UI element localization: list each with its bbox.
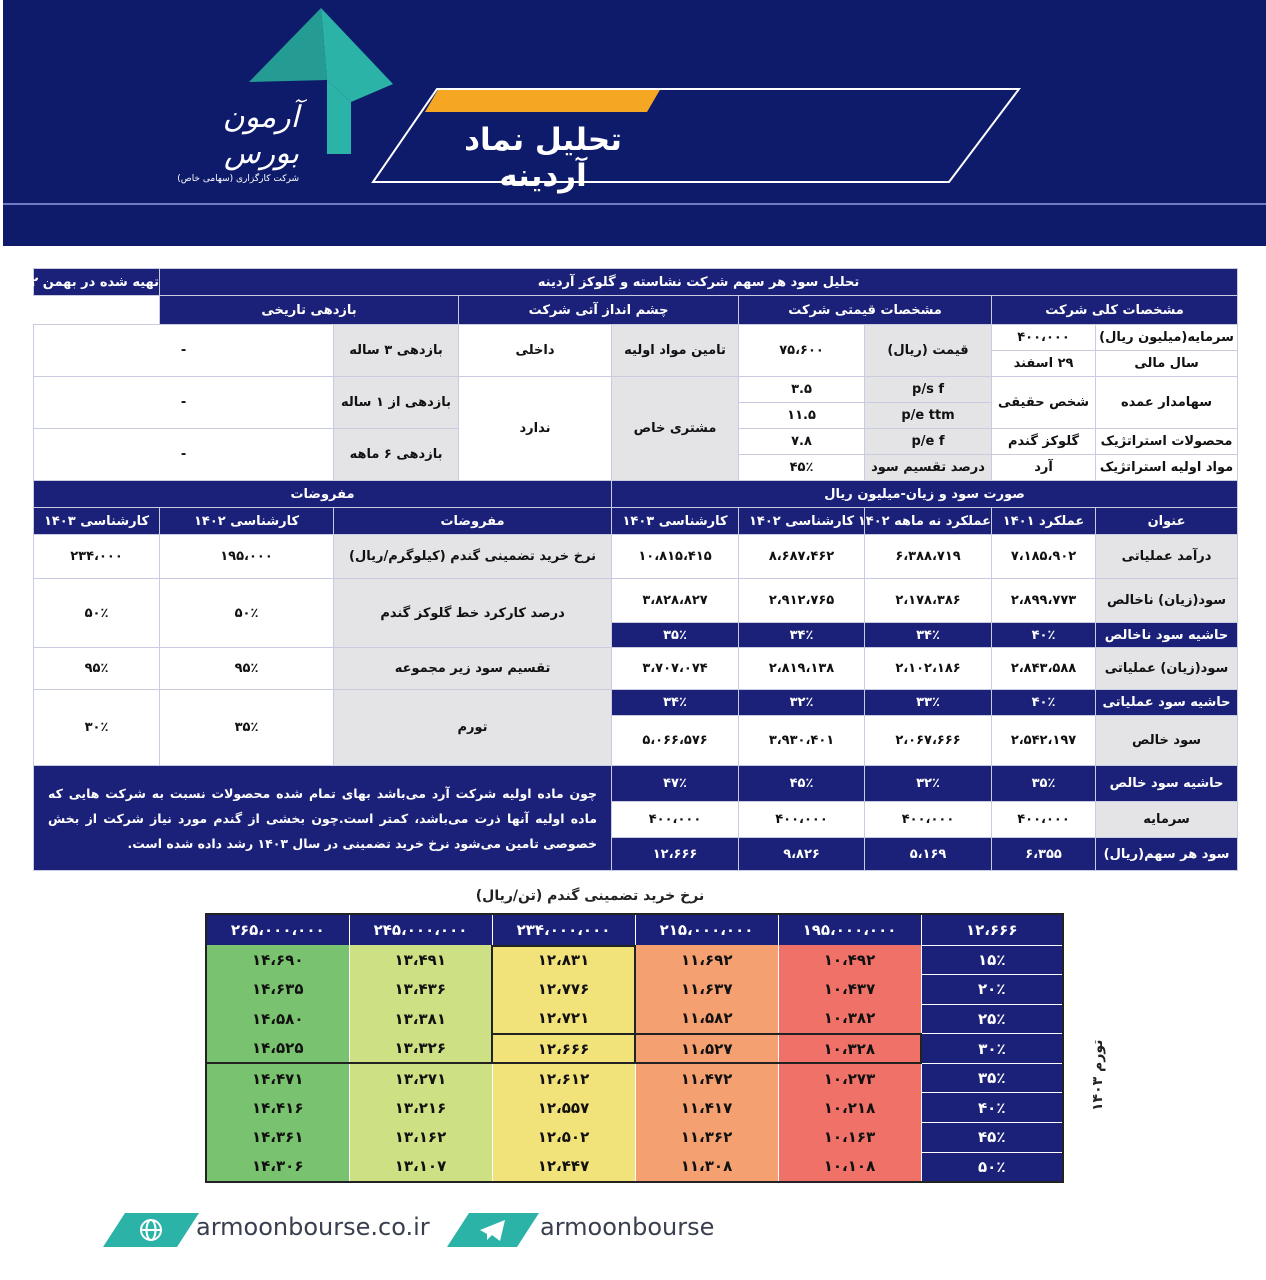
assumption-label: تقسیم سود زیر مجموعه [334, 648, 612, 690]
income-value: ۴۰۰،۰۰۰ [865, 802, 992, 838]
assumption-value: ۱۹۵،۰۰۰ [160, 535, 334, 579]
sensitivity-cell: ۱۲،۷۷۶ [492, 975, 635, 1005]
sensitivity-cell: ۱۱،۵۸۲ [635, 1004, 778, 1034]
outlook-value: داخلی [459, 325, 612, 377]
income-value: ۳۴٪ [612, 690, 739, 716]
income-col-header: عنوان [1096, 508, 1238, 535]
sensitivity-cell: ۱۳،۱۶۲ [349, 1123, 492, 1153]
analysis-table [6, 268, 1238, 871]
sensitivity-cell: ۱۰،۴۹۲ [778, 945, 921, 975]
sensitivity-cell: ۱۰،۱۶۳ [778, 1123, 921, 1153]
income-value: ۲،۱۰۲،۱۸۶ [865, 648, 992, 690]
return-label: بازدهی از ۱ ساله [334, 377, 459, 429]
inflation-row-header: ۲۵٪ [921, 1004, 1063, 1034]
income-value: ۴۰۰،۰۰۰ [612, 802, 739, 838]
inflation-row-header: ۴۵٪ [921, 1123, 1063, 1153]
income-row [34, 535, 1238, 579]
assumption-col-header: مفروضات [334, 508, 612, 535]
income-value: ۵،۱۶۹ [865, 838, 992, 871]
assumption-value: ۹۵٪ [34, 648, 160, 690]
general-value: شخص حقیقی [992, 377, 1096, 429]
income-value: ۳۳٪ [865, 690, 992, 716]
income-col-header: کارشناسی ۱۴۰۳ [612, 508, 739, 535]
price-col-header: ۲۶۵،۰۰۰،۰۰۰ [206, 914, 349, 945]
income-value: ۱۲،۶۶۶ [612, 838, 739, 871]
page-title: تحلیل نماد آردینه [464, 122, 622, 194]
sensitivity-cell: ۱۳،۲۱۶ [349, 1093, 492, 1123]
table-caption: تحلیل سود هر سهم شرکت نشاسته و گلوکز آردینه [160, 269, 1238, 296]
income-value: ۳،۷۰۷،۰۷۴ [612, 648, 739, 690]
income-value: ۳۴٪ [865, 623, 992, 648]
income-row [34, 579, 1238, 623]
general-value: ۴۰۰،۰۰۰ [992, 325, 1096, 351]
assumption-value: ۳۵٪ [160, 690, 334, 766]
inflation-row-header: ۳۵٪ [921, 1063, 1063, 1093]
income-value: ۵،۰۶۶،۵۷۶ [612, 716, 739, 766]
income-label: سود(زیان) عملیاتی [1096, 648, 1238, 690]
spec-row [34, 377, 1238, 403]
sensitivity-title: نرخ خرید تضمینی گندم (تن/ریال) [475, 888, 705, 904]
price-col-header: ۲۱۵،۰۰۰،۰۰۰ [635, 914, 778, 945]
sensitivity-cell: ۱۰،۳۲۸ [778, 1034, 921, 1064]
sensitivity-row [206, 1004, 1063, 1034]
income-value: ۴۷٪ [612, 766, 739, 802]
logo-subtitle: شرکت کارگزاری (سهامی خاص) [177, 174, 299, 184]
sensitivity-cell: ۱۲،۶۶۶ [492, 1034, 635, 1064]
price-value: ۴۵٪ [739, 455, 865, 481]
income-col-header: کارشناسی ۱۴۰۲ [739, 508, 865, 535]
income-value: ۳،۹۳۰،۴۰۱ [739, 716, 865, 766]
title-accent-bar [425, 88, 661, 112]
sensitivity-cell: ۱۲،۶۱۲ [492, 1063, 635, 1093]
assumption-col-header: کارشناسی ۱۴۰۲ [160, 508, 334, 535]
price-label: p/e ttm [865, 403, 992, 429]
income-value: ۴۰٪ [992, 623, 1096, 648]
price-label: p/e f [865, 429, 992, 455]
general-value: آرد [992, 455, 1096, 481]
price-col-header: ۲۴۵،۰۰۰،۰۰۰ [349, 914, 492, 945]
sensitivity-cell: ۱۲،۸۳۱ [492, 945, 635, 975]
sensitivity-cell: ۱۱،۶۳۷ [635, 975, 778, 1005]
sensitivity-cell: ۱۴،۳۰۶ [206, 1152, 349, 1182]
income-row [34, 766, 1238, 802]
top-header-row [34, 269, 1238, 296]
sensitivity-cell: ۱۱،۳۶۲ [635, 1123, 778, 1153]
assumption-value: ۲۳۴،۰۰۰ [34, 535, 160, 579]
column-header-row [34, 508, 1238, 535]
sensitivity-cell: ۱۱،۴۱۷ [635, 1093, 778, 1123]
inflation-row-header: ۲۰٪ [921, 975, 1063, 1005]
income-label: سود خالص [1096, 716, 1238, 766]
income-title: صورت سود و زیان-میلیون ریال [612, 481, 1238, 508]
assumption-value: ۳۰٪ [34, 690, 160, 766]
sensitivity-table [205, 913, 1064, 1183]
assumption-label: تورم [334, 690, 612, 766]
income-label: حاشیه سود ناخالص [1096, 623, 1238, 648]
general-value: ۲۹ اسفند [992, 351, 1096, 377]
outlook-label: تامین مواد اولیه [612, 325, 739, 377]
price-value: ۳.۵ [739, 377, 865, 403]
section-returns: بازدهی تاریخی [160, 296, 459, 325]
sensitivity-cell: ۱۴،۵۲۵ [206, 1034, 349, 1064]
price-col-header: ۲۳۴،۰۰۰،۰۰۰ [492, 914, 635, 945]
return-label: بازدهی ۳ ساله [334, 325, 459, 377]
sensitivity-header-row [206, 914, 1063, 945]
header-divider [3, 203, 1266, 205]
section-general: مشخصات کلی شرکت [992, 296, 1238, 325]
income-value: ۴۰۰،۰۰۰ [992, 802, 1096, 838]
sensitivity-cell: ۱۰،۲۱۸ [778, 1093, 921, 1123]
sensitivity-cell: ۱۳،۴۳۶ [349, 975, 492, 1005]
income-value: ۳۴٪ [739, 623, 865, 648]
website-text[interactable]: armoonbourse.co.ir [196, 1213, 430, 1241]
outlook-label: مشتری خاص [612, 377, 739, 481]
return-value: - [34, 325, 334, 377]
web-badge [103, 1213, 199, 1247]
income-value: ۶،۳۵۵ [992, 838, 1096, 871]
assumption-col-header: کارشناسی ۱۴۰۳ [34, 508, 160, 535]
income-value: ۲،۰۶۷،۶۶۶ [865, 716, 992, 766]
inflation-row-header: ۱۵٪ [921, 945, 1063, 975]
outlook-value: ندارد [459, 377, 612, 481]
logo-name: آرمون بورس [222, 100, 299, 171]
income-col-header: عملکرد نه ماهه ۱۴۰۲ [865, 508, 992, 535]
income-value: ۳۲٪ [739, 690, 865, 716]
sensitivity-cell: ۱۲،۴۴۷ [492, 1152, 635, 1182]
sensitivity-cell: ۱۳،۴۹۱ [349, 945, 492, 975]
income-value: ۴۰۰،۰۰۰ [739, 802, 865, 838]
price-col-header: ۱۹۵،۰۰۰،۰۰۰ [778, 914, 921, 945]
assumption-label: نرخ خرید تضمینی گندم (کیلوگرم/ریال) [334, 535, 612, 579]
income-value: ۲،۱۷۸،۳۸۶ [865, 579, 992, 623]
price-value: ۷۵،۶۰۰ [739, 325, 865, 377]
sensitivity-cell: ۱۴،۶۹۰ [206, 945, 349, 975]
prepared-date: تهیه شده در بهمن ۱۴۰۲ [34, 269, 160, 296]
inflation-axis-label: تورم ۱۴۰۳ [1090, 1039, 1106, 1111]
sensitivity-cell: ۱۳،۲۷۱ [349, 1063, 492, 1093]
sensitivity-cell: ۱۰،۴۳۷ [778, 975, 921, 1005]
income-value: ۸،۶۸۷،۴۶۲ [739, 535, 865, 579]
sensitivity-cell: ۱۱،۵۲۷ [635, 1034, 778, 1064]
sensitivity-cell: ۱۲،۵۰۲ [492, 1123, 635, 1153]
income-value: ۴۰٪ [992, 690, 1096, 716]
sensitivity-cell: ۱۱،۴۷۲ [635, 1063, 778, 1093]
income-label: سود(زیان) ناخالص [1096, 579, 1238, 623]
sensitivity-cell: ۱۲،۵۵۷ [492, 1093, 635, 1123]
income-label: درآمد عملیاتی [1096, 535, 1238, 579]
income-row [34, 690, 1238, 716]
spec-row [34, 325, 1238, 351]
income-value: ۱۰،۸۱۵،۴۱۵ [612, 535, 739, 579]
income-label: حاشیه سود عملیاتی [1096, 690, 1238, 716]
income-value: ۷،۱۸۵،۹۰۲ [992, 535, 1096, 579]
income-label: حاشیه سود خالص [1096, 766, 1238, 802]
inflation-row-header: ۳۰٪ [921, 1034, 1063, 1064]
assumptions-note: چون ماده اولیه شرکت آرد می‌باشد بهای تمام شده محصولات نسبت به شرکت هایی که ماده اولیه آنها ذرت می‌باشد، کمتر است.چون بخشی از گندم مورد نیاز شرکت از بخش خصوصی تامین می‌شود نرخ خرید تضمینی در سال ۱۴۰۳ رشد داده شده است. [34, 766, 612, 871]
sensitivity-cell: ۱۰،۳۸۲ [778, 1004, 921, 1034]
income-value: ۳۵٪ [612, 623, 739, 648]
logo-text [173, 100, 299, 186]
sensitivity-cell: ۱۴،۵۸۰ [206, 1004, 349, 1034]
income-value: ۲،۹۱۲،۷۶۵ [739, 579, 865, 623]
sensitivity-cell: ۱۱،۶۹۲ [635, 945, 778, 975]
general-label: سرمایه(میلیون ریال) [1096, 325, 1238, 351]
sensitivity-row [206, 975, 1063, 1005]
sensitivity-cell: ۱۳،۱۰۷ [349, 1152, 492, 1182]
sensitivity-cell: ۱۴،۴۷۱ [206, 1063, 349, 1093]
sensitivity-cell: ۱۴،۴۱۶ [206, 1093, 349, 1123]
return-value: - [34, 377, 334, 429]
assumptions-title: مفروضات [34, 481, 612, 508]
income-value: ۳۵٪ [992, 766, 1096, 802]
telegram-badge [447, 1213, 539, 1247]
sensitivity-cell: ۱۰،۲۷۳ [778, 1063, 921, 1093]
income-value: ۲،۸۴۳،۵۸۸ [992, 648, 1096, 690]
sensitivity-cell: ۱۱،۳۰۸ [635, 1152, 778, 1182]
general-value: گلوکز گندم [992, 429, 1096, 455]
price-label: p/s f [865, 377, 992, 403]
return-label: بازدهی ۶ ماهه [334, 429, 459, 481]
income-label: سرمایه [1096, 802, 1238, 838]
assumption-label: درصد کارکرد خط گلوکز گندم [334, 579, 612, 648]
sensitivity-row [206, 1152, 1063, 1182]
price-value: ۱۱.۵ [739, 403, 865, 429]
price-label: قیمت (ریال) [865, 325, 992, 377]
sensitivity-row [206, 1034, 1063, 1064]
income-value: ۴۵٪ [739, 766, 865, 802]
price-label: درصد تقسیم سود [865, 455, 992, 481]
sensitivity-cell: ۱۴،۳۶۱ [206, 1123, 349, 1153]
income-value: ۳۲٪ [865, 766, 992, 802]
section-outlook: چشم انداز آتی شرکت [459, 296, 739, 325]
income-title-row [34, 481, 1238, 508]
income-label: سود هر سهم(ریال) [1096, 838, 1238, 871]
section-header-row [34, 296, 1238, 325]
income-value: ۲،۸۱۹،۱۳۸ [739, 648, 865, 690]
sensitivity-cell: ۱۳،۳۸۱ [349, 1004, 492, 1034]
income-value: ۲،۸۹۹،۷۷۳ [992, 579, 1096, 623]
income-value: ۳،۸۲۸،۸۲۷ [612, 579, 739, 623]
price-value: ۷.۸ [739, 429, 865, 455]
sensitivity-row [206, 945, 1063, 975]
sensitivity-corner: ۱۲،۶۶۶ [921, 914, 1063, 945]
general-label: سال مالی [1096, 351, 1238, 377]
sensitivity-row [206, 1123, 1063, 1153]
sensitivity-row [206, 1063, 1063, 1093]
general-label: محصولات استراتژیک [1096, 429, 1238, 455]
assumption-value: ۹۵٪ [160, 648, 334, 690]
inflation-row-header: ۴۰٪ [921, 1093, 1063, 1123]
general-label: سهامدار عمده [1096, 377, 1238, 429]
return-value: - [34, 429, 334, 481]
inflation-row-header: ۵۰٪ [921, 1152, 1063, 1182]
sensitivity-cell: ۱۳،۳۲۶ [349, 1034, 492, 1064]
sensitivity-cell: ۱۲،۷۲۱ [492, 1004, 635, 1034]
general-label: مواد اولیه استراتژیک [1096, 455, 1238, 481]
income-row [34, 648, 1238, 690]
sensitivity-row [206, 1093, 1063, 1123]
sensitivity-cell: ۱۰،۱۰۸ [778, 1152, 921, 1182]
assumption-value: ۵۰٪ [160, 579, 334, 648]
section-price: مشخصات قیمتی شرکت [739, 296, 992, 325]
income-value: ۹،۸۲۶ [739, 838, 865, 871]
income-col-header: عملکرد ۱۴۰۱ [992, 508, 1096, 535]
income-value: ۲،۵۴۲،۱۹۷ [992, 716, 1096, 766]
sensitivity-cell: ۱۴،۶۳۵ [206, 975, 349, 1005]
header-banner [3, 0, 1266, 246]
income-value: ۶،۳۸۸،۷۱۹ [865, 535, 992, 579]
assumption-value: ۵۰٪ [34, 579, 160, 648]
telegram-text[interactable]: armoonbourse [540, 1213, 715, 1241]
